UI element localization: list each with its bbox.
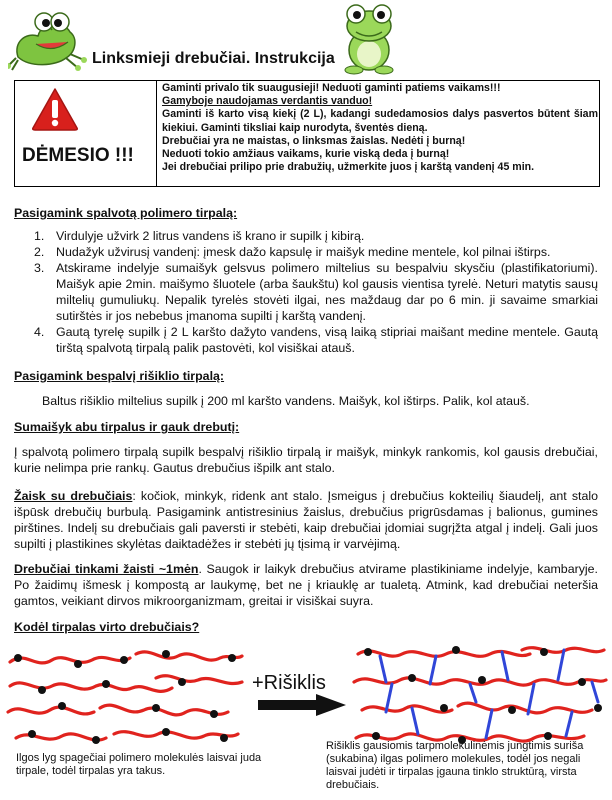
section5-text: . Saugok ir laikyk drebučius atvirame plastikiniame indelyje, kambaryje. Po žaidimų išmesk į kompostą ar laukymę, bet ne į kriauklę ar tualetą. Atmink, kad drebučiai neteršia gamtos, veikiant dirvos mikroorganizmam, greitai ir visiškai suyra. [14,562,598,608]
warning-line-1: Gaminti privalo tik suaugusieji! Neduoti gaminti patiems vaikams!!! [162,82,501,94]
section4-text: : kočiok, minkyk, ridenk ant stalo. Įsmeigus į drebučius kokteilių šiaudelį, ant stalo išpūsk drebučių burbulą. Pasigamink antistresinius žaislus, drebučius prigrūsdamas į balionus, gumines pirštines. Indelį su drebučiais gali paversti ir stebėti, kaip drebučiai įdomiai sugrįžta atgal į indelį. Gali juos supilti į plastikines skylėtas daiktadėžes ir stebėti jų tįsimą ir varvėjimą. [14,489,598,551]
step-number: 2. [34,245,45,259]
step-text: Virdulyje užvirk 2 litrus vandens iš krano ir supilk į kibirą. [56,229,365,243]
step-2 [14,244,598,260]
warning-line-3: Gaminti iš karto visą kiekį (2 L), kadangi sudedamosios dalys pasvertos būtent šiam kiekiui. Gaminti tiksliai kaip nurodyta, šventės dieną. [162,108,598,134]
step-number: 4. [34,325,45,339]
warning-line-4: Drebučiai yra ne maistas, o linksmas žaislas. Nedėti į burną! [162,134,466,147]
left-frog-illustration [8,2,93,72]
page-title: Linksmieji drebučiai. Instrukcija [92,50,335,67]
step-1 [14,228,598,244]
section3-text: Į spalvotą polimero tirpalą supilk bespalvį rišiklio tirpalą ir maišyk, minkyk rankomis, kol gausis drebučiai, kurie nelimpa prie rankų. Gautus drebučius išpilk ant stalo. [14,445,598,475]
section2-text: Baltus rišiklio miltelius supilk į 200 ml karšto vandens. Maišyk, kol ištirps. Palik, kol atauš. [42,394,530,408]
caption-free-polymer: Ilgos lyg spagečiai polimero molekulės laisvai juda tirpale, todėl tirpalas yra takus. [16,752,262,777]
step-number: 1. [34,229,45,243]
right-frog-illustration [334,0,404,75]
arrow-right-icon [258,694,348,716]
warning-triangle-icon [30,86,80,132]
binder-arrow-label: +Rišiklis [252,672,326,694]
section5-paragraph [14,561,598,609]
warning-line-5: Neduoti tokio amžiaus vaikams, kurie viską deda į burną! [162,148,450,161]
warning-text [162,82,598,174]
step-text: Atskirame indelyje sumaišyk gelsvus polimero miltelius su bespalviu skysčiu (plastifikatoriumi). Maišyk apie 2min. maišymo šluotele (arba šaukštu) kol gausis vientisa tyrelė. Neturi matytis sausų miltelių gumuliukų. Nepalik tyrelės stovėti ilgai, nes maždaug dar po 6 min. ji savaime smarkiai sutirštės ir jos nebebus įmanoma supilti į karštą vandenį. [56,261,598,323]
caption-crosslinked-polymer: Rišiklis gausiomis tarpmolekulinėmis jungtimis suriša (sukabina) ilgas polimero molekules, todėl jos negali laisvai judėti ir tirpalas įgauna tinklo struktūrą, virsta drebučiais. [326,740,584,791]
step-text: Gautą tyrelę supilk į 2 L karšto dažyto vandens, visą laiką stipriai maišant medine mentele. Gautą tirštą spalvotą tirpalą palik pastovėti, kol visiškai atauš. [56,325,598,355]
section6-heading: Kodėl tirpalas virto drebučiais? [14,620,200,634]
step-number: 3. [34,261,45,275]
free-polymer-diagram [6,642,246,752]
warning-line-6: Jei drebučiai prilipo prie drabužių, užmerkite juos į karštą vandenį 45 min. [162,161,535,174]
warning-label: DĖMESIO !!! [22,145,134,166]
step-4 [14,324,598,356]
section2-heading: Pasigamink bespalvį rišiklio tirpalą: [14,369,225,383]
step-3 [14,260,598,324]
section5-lead: Drebučiai tinkami žaisti ~1mėn [14,562,199,576]
crosslinked-polymer-diagram [352,640,608,752]
warning-line-2: Gamyboje naudojamas verdantis vanduo! [162,95,373,108]
section4-lead: Žaisk su drebučiais [14,489,133,503]
section4-paragraph [14,488,598,552]
section3-heading: Sumaišyk abu tirpalus ir gauk drebutį: [14,420,240,434]
step-text: Nudažyk užvirusį vandenį: įmesk dažo kapsulę ir maišyk medine mentele, kol pilnai ištirps. [56,245,551,259]
section1-steps [14,228,598,356]
section1-heading: Pasigamink spalvotą polimero tirpalą: [14,206,238,220]
